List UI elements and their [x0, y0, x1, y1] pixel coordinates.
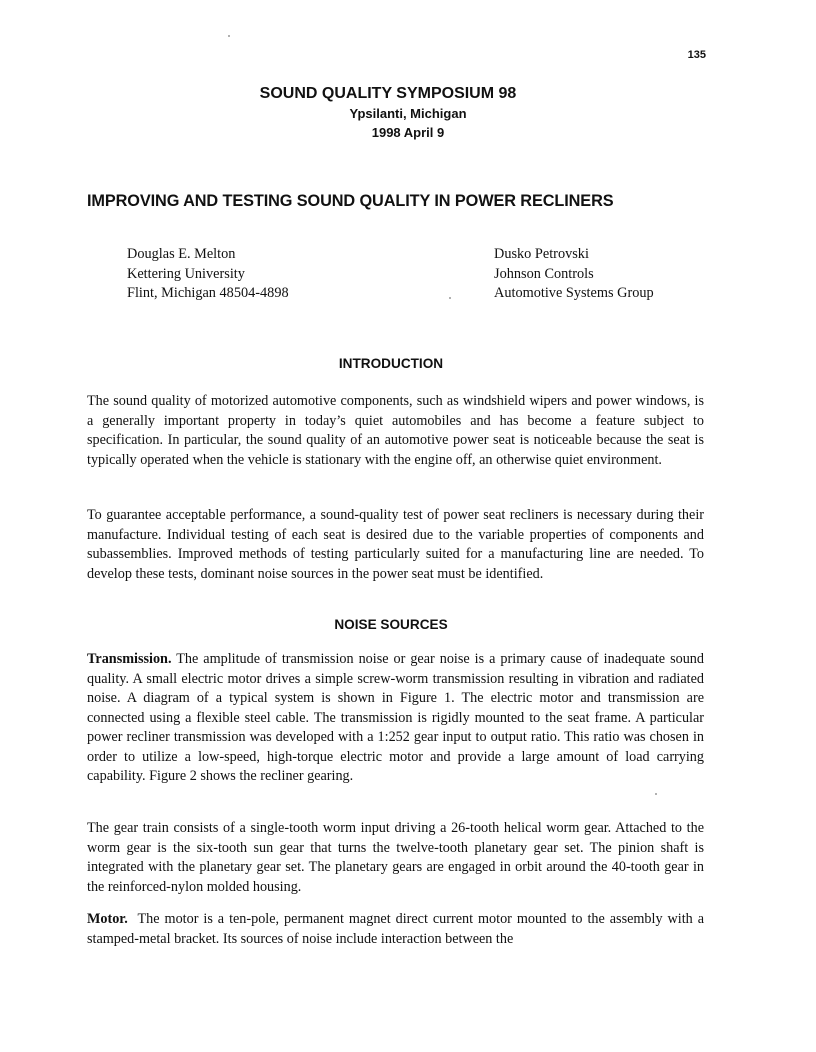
- page-number: 135: [687, 49, 706, 61]
- section-heading-introduction: INTRODUCTION: [338, 356, 444, 371]
- author-address: Automotive Systems Group: [494, 285, 654, 301]
- author-block: [127, 245, 289, 304]
- body-paragraph: The gear train consists of a single-tooth worm input driving a 26-tooth helical worm gear. Attached to the worm gear is the six-tooth sun gear that turns the twelve-tooth planetary gear set. The pinion shaft is integrated with the planetary gear set. The planetary gears are engaged in orbit around the 40-tooth gear in the reinforced-nylon molded housing.: [87, 820, 704, 895]
- section-heading-noise-sources: NOISE SOURCES: [334, 617, 448, 632]
- author-name: Dusko Petrovski: [494, 246, 589, 262]
- paper-title: IMPROVING AND TESTING SOUND QUALITY IN POWER RECLINERS: [87, 192, 614, 210]
- conference-location: Ypsilanti, Michigan: [349, 106, 467, 121]
- author-address: Flint, Michigan 48504-4898: [127, 285, 289, 301]
- author-block: [494, 245, 654, 304]
- scan-speck: [228, 35, 230, 37]
- paragraph-text: The amplitude of transmission noise or gear noise is a primary cause of inadequate sound quality. A small electric motor drives a simple screw-worm transmission resulting in vibration and radiated noise. A diagram of a typical system is shown in Figure 1. The electric motor and transmission are connected using a flexible steel cable. The transmission is rigidly mounted to the seat frame. A particular power recliner transmission was developed with a 1:252 gear input to output ratio. This ratio was chosen in order to utilize a low-speed, high-torque electric motor and provide a large amount of load carrying capability. Figure 2 shows the recliner gearing.: [87, 651, 704, 784]
- run-in-heading-transmission: Transmission.: [87, 651, 172, 667]
- body-paragraph-transmission: [87, 650, 704, 787]
- body-paragraph: The sound quality of motorized automotive components, such as windshield wipers and power windows, is a generally important property in today’s quiet automobiles and has become a feature subject to specification. In particular, the sound quality of an automotive power seat is noticeable because the seat is typically operated when the vehicle is stationary with the engine off, an otherwise quiet environment.: [87, 393, 704, 468]
- scan-speck: [449, 297, 451, 299]
- author-affiliation: Kettering University: [127, 265, 245, 282]
- body-paragraph-motor: [87, 910, 704, 949]
- author-name: Douglas E. Melton: [127, 246, 236, 262]
- conference-header: [0, 84, 816, 142]
- conference-name: SOUND QUALITY SYMPOSIUM 98: [259, 85, 517, 102]
- scan-speck: [655, 793, 657, 795]
- conference-date: 1998 April 9: [371, 125, 445, 140]
- run-in-heading-motor: Motor.: [87, 911, 128, 927]
- body-paragraph: To guarantee acceptable performance, a sound-quality test of power seat recliners is necessary during their manufacture. Individual testing of each seat is desired due to the variable properties of components and subassemblies. Improved methods of testing particularly suited for a manufacturing line are needed. To develop these tests, dominant noise sources in the power seat must be identified.: [87, 507, 704, 582]
- author-affiliation: Johnson Controls: [494, 265, 594, 282]
- paragraph-text: The motor is a ten-pole, permanent magnet direct current motor mounted to the assembly with a stamped-metal bracket. Its sources of noise include interaction between the: [87, 911, 704, 947]
